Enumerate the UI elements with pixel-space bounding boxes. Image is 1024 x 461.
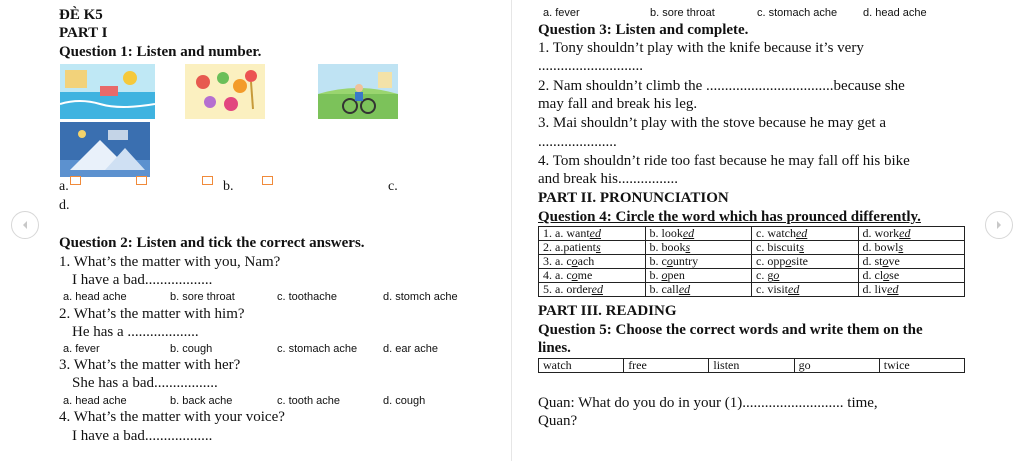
word-bank-cell[interactable]: listen: [709, 359, 794, 373]
pronunciation-cell[interactable]: d. worked: [858, 227, 965, 241]
pronunciation-cell[interactable]: c. visited: [752, 283, 859, 297]
pronunciation-cell[interactable]: b. country: [645, 255, 752, 269]
pronunciation-cell[interactable]: b. books: [645, 241, 752, 255]
swimming-pool-picture: [60, 64, 155, 119]
word-bank-cell[interactable]: go: [794, 359, 879, 373]
q3-line1: 1. Tony shouldn’t play with the knife because it’s very: [538, 40, 864, 56]
part-2-heading: PART II. PRONUNCIATION: [538, 190, 729, 206]
chevron-right-icon: [993, 219, 1005, 231]
exam-title: ĐÈ K5: [59, 7, 103, 23]
q3-line3: 3. Mai shouldn’t play with the stove because he may get a: [538, 115, 886, 131]
q1-label-b: b.: [223, 179, 234, 194]
q2-item2-opt-b[interactable]: b. cough: [170, 343, 213, 355]
pronunciation-cell[interactable]: d. close: [858, 269, 965, 283]
top-opt-c[interactable]: c. stomach ache: [757, 7, 838, 19]
q5-text-line2: Quan?: [538, 413, 578, 429]
q2-item2-answer: He has a ...................: [72, 324, 199, 340]
pronunciation-cell[interactable]: 2. a.patients: [539, 241, 646, 255]
q3-line2: 2. Nam shouldn’t climb the ..................................because she: [538, 78, 905, 94]
q1-checkbox-a[interactable]: [70, 176, 81, 185]
part-3-heading: PART III. READING: [538, 303, 677, 319]
q2-item1-opt-c[interactable]: c. toothache: [277, 291, 337, 303]
top-opt-a[interactable]: a. fever: [543, 7, 580, 19]
pronunciation-cell[interactable]: c. watched: [752, 227, 859, 241]
q3-line2-cont: may fall and break his leg.: [538, 96, 698, 112]
top-opt-d[interactable]: d. head ache: [863, 7, 927, 19]
pronunciation-cell[interactable]: d. lived: [858, 283, 965, 297]
q1-label-d: d.: [59, 198, 70, 213]
q2-item1-answer: I have a bad..................: [72, 272, 213, 288]
q5-title-line2: lines.: [538, 340, 571, 356]
mountain-climbing-picture: [60, 122, 150, 177]
q3-line4: 4. Tom shouldn’t ride too fast because he may fall off his bike: [538, 153, 910, 169]
pronunciation-cell[interactable]: 1. a. wanted: [539, 227, 646, 241]
q3-line3-blank[interactable]: .....................: [538, 134, 617, 150]
pronunciation-cell[interactable]: d. stove: [858, 255, 965, 269]
q2-item3-question: 3. What’s the matter with her?: [59, 357, 241, 373]
q2-item3-opt-a[interactable]: a. head ache: [63, 395, 127, 407]
pronunciation-cell[interactable]: b. looked: [645, 227, 752, 241]
q5-text-line1: Quan: What do you do in your (1)........................... time,: [538, 395, 878, 411]
q2-item4-question: 4. What’s the matter with your voice?: [59, 409, 285, 425]
q2-item2-opt-c[interactable]: c. stomach ache: [277, 343, 358, 355]
pronunciation-cell[interactable]: d. bowls: [858, 241, 965, 255]
q1-label-c: c.: [388, 179, 398, 194]
q2-item2-opt-d[interactable]: d. ear ache: [383, 343, 439, 355]
pronunciation-row: [539, 283, 965, 297]
word-bank-cell[interactable]: twice: [879, 359, 964, 373]
q2-item3-opt-c[interactable]: c. tooth ache: [277, 395, 340, 407]
word-bank-cell[interactable]: watch: [539, 359, 624, 373]
q3-line4-cont: and break his................: [538, 171, 678, 187]
chevron-left-icon: [19, 219, 31, 231]
pronunciation-cell[interactable]: c. opposite: [752, 255, 859, 269]
pronunciation-table: [538, 226, 965, 297]
pronunciation-row: [539, 269, 965, 283]
pronunciation-cell[interactable]: 3. a. coach: [539, 255, 646, 269]
q2-item1-opt-a[interactable]: a. head ache: [63, 291, 127, 303]
pronunciation-cell[interactable]: b. open: [645, 269, 752, 283]
word-bank-table: [538, 358, 965, 373]
bike-riding-picture: [318, 64, 398, 119]
q1-checkbox-4[interactable]: [262, 176, 273, 185]
q2-item1-question: 1. What’s the matter with you, Nam?: [59, 254, 281, 270]
page-divider: [511, 0, 512, 461]
q5-title-line1: Question 5: Choose the correct words and write them on the: [538, 322, 923, 338]
q1-title: Question 1: Listen and number.: [59, 44, 262, 60]
q2-item4-answer: I have a bad..................: [72, 428, 213, 444]
q1-checkbox-b[interactable]: [202, 176, 213, 185]
pronunciation-cell[interactable]: 4. a. come: [539, 269, 646, 283]
sweets-picture: [185, 64, 265, 119]
prev-page-button[interactable]: [11, 211, 39, 239]
pronunciation-cell[interactable]: 5. a. ordered: [539, 283, 646, 297]
pronunciation-cell[interactable]: b. called: [645, 283, 752, 297]
q3-title: Question 3: Listen and complete.: [538, 22, 749, 38]
pronunciation-row: [539, 227, 965, 241]
part-1-heading: PART I: [59, 25, 108, 41]
q1-checkbox-2[interactable]: [136, 176, 147, 185]
q2-item2-opt-a[interactable]: a. fever: [63, 343, 100, 355]
pronunciation-cell[interactable]: c. go: [752, 269, 859, 283]
next-page-button[interactable]: [985, 211, 1013, 239]
q3-line1-blank[interactable]: ............................: [538, 58, 643, 74]
q2-item3-opt-b[interactable]: b. back ache: [170, 395, 233, 407]
q2-item1-opt-d[interactable]: d. stomch ache: [383, 291, 458, 303]
pronunciation-row: [539, 241, 965, 255]
q2-item2-question: 2. What’s the matter with him?: [59, 306, 245, 322]
q2-item1-opt-b[interactable]: b. sore throat: [170, 291, 235, 303]
pronunciation-row: [539, 255, 965, 269]
q4-title: Question 4: Circle the word which has prounced differently.: [538, 209, 921, 225]
q2-item3-answer: She has a bad.................: [72, 375, 218, 391]
top-opt-b[interactable]: b. sore throat: [650, 7, 715, 19]
q2-title: Question 2: Listen and tick the correct answers.: [59, 235, 365, 251]
q1-label-a: a.: [59, 179, 69, 194]
pronunciation-cell[interactable]: c. biscuits: [752, 241, 859, 255]
q2-item3-opt-d[interactable]: d. cough: [383, 395, 426, 407]
word-bank-cell[interactable]: free: [624, 359, 709, 373]
